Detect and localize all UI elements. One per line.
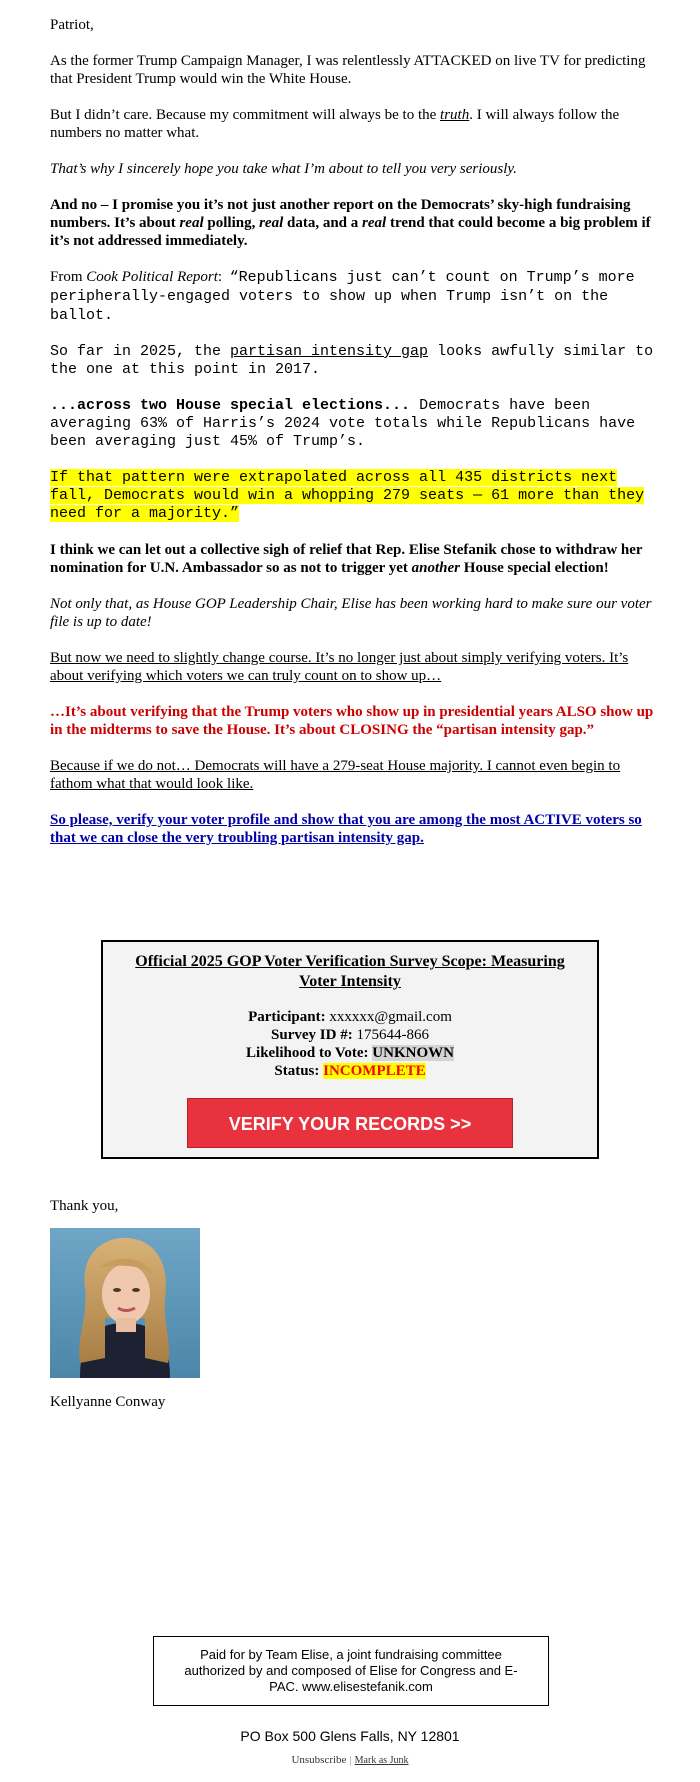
mark-as-junk-link[interactable]: Mark as Junk: [354, 1755, 409, 1766]
paragraph-5: [50, 268, 655, 325]
survey-id-row: [103, 1026, 597, 1044]
signer-name: Kellyanne Conway: [50, 1394, 166, 1410]
participant-value: xxxxxx@gmail.com: [329, 1009, 452, 1025]
footer-links: [0, 1754, 700, 1766]
footer-separator: |: [349, 1754, 352, 1766]
thank-you-text: Thank you,: [50, 1198, 119, 1214]
unsubscribe-link[interactable]: Unsubscribe: [291, 1754, 347, 1766]
partisan-intensity-gap-link[interactable]: partisan intensity gap: [230, 343, 429, 360]
paragraph-4: [50, 196, 655, 250]
source-name: Cook Political Report: [86, 269, 218, 285]
paragraph-2-text-a: But I didn’t care. Because my commitment will always be to the: [50, 107, 441, 123]
paragraph-13: Because if we do not… Democrats will have a 279-seat House majority. I cannot even begin to fathom what that would look like.: [50, 758, 621, 792]
portrait-photo-icon: [50, 1228, 200, 1378]
paragraph-10: Not only that, as House GOP Leadership Chair, Elise has been working hard to make sure our voter file is up to date!: [50, 596, 652, 630]
p4-real-1: real: [179, 215, 204, 231]
paragraph-1: As the former Trump Campaign Manager, I was relentlessly ATTACKED on live TV for predicting that President Trump would win the White House.: [50, 53, 646, 87]
p4-b: polling,: [203, 215, 260, 231]
greeting: Patriot,: [50, 17, 94, 33]
status-label: Status:: [274, 1063, 320, 1079]
paragraph-2: [50, 106, 655, 142]
p5-from: From: [50, 269, 87, 285]
letter-body: [50, 16, 655, 865]
paragraph-3: That’s why I sincerely hope you take what I’m about to tell you very seriously.: [50, 161, 517, 177]
survey-box: [101, 940, 599, 1159]
survey-details: [103, 1008, 597, 1080]
highlighted-quote: If that pattern were extrapolated across all 435 districts next fall, Democrats would win a whopping 279 seats — 61 more than they need for a majority.”: [50, 469, 645, 522]
p5-colon: :: [217, 269, 230, 285]
paragraph-6: [50, 343, 655, 379]
paragraph-8: [50, 469, 655, 523]
mailing-address: PO Box 500 Glens Falls, NY 12801: [240, 1728, 460, 1744]
p6-b: looks awfully similar to the one at this point in 2017.: [50, 343, 654, 378]
p4-c: data, and a: [283, 215, 363, 231]
p9-a: I think we can let out a collective sigh of relief that Rep. Elise Stefanik chose to withdraw her nomination for U.N. Ambassador so as not to trigger yet: [50, 542, 643, 576]
verify-records-button[interactable]: VERIFY YOUR RECORDS >>: [187, 1098, 513, 1148]
p4-a: And no – I promise you it’s not just another report on the Democrats’ sky-high fundraising numbers. It’s about: [50, 197, 631, 231]
paragraph-11: But now we need to slightly change course. It’s no longer just about simply verifying voters. It’s about verifying which voters we can truly count on to show up…: [50, 650, 629, 684]
truth-word: truth: [440, 107, 470, 123]
paragraph-2-text-b: . I will always follow the numbers no matter what.: [50, 107, 620, 141]
p6-a: So far in 2025, the: [50, 343, 231, 360]
quote-text: “Republicans just can’t count on Trump’s more peripherally-engaged voters to show up when Trump isn’t on the ballot.: [50, 269, 635, 324]
p4-real-2: real: [259, 215, 284, 231]
p7-bold: ...across two House special elections...: [50, 397, 411, 414]
paid-for-disclaimer: Paid for by Team Elise, a joint fundraising committee authorized by and composed of Elise for Congress and E-PAC. www.elisestefanik.com: [153, 1636, 549, 1706]
likelihood-row: [103, 1044, 597, 1062]
p9-another: another: [411, 560, 461, 576]
verify-profile-link[interactable]: So please, verify your voter profile and show that you are among the most ACTIVE voters so that we can close the very troubling partisan intensity gap.: [50, 812, 642, 846]
p4-real-3: real: [362, 215, 387, 231]
status-badge: INCOMPLETE: [323, 1063, 426, 1079]
likelihood-value: UNKNOWN: [372, 1045, 454, 1061]
p9-b: House special election!: [460, 560, 609, 576]
participant-label: Participant:: [248, 1009, 326, 1025]
p7-rest: Democrats have been averaging 63% of Harris’s 2024 vote totals while Republicans have been averaging just 45% of Trump’s.: [50, 397, 636, 450]
paragraph-14: [50, 811, 655, 847]
status-row: [103, 1062, 597, 1080]
survey-id-value: 175644-866: [356, 1027, 429, 1043]
likelihood-label: Likelihood to Vote:: [246, 1045, 369, 1061]
survey-title: Official 2025 GOP Voter Verification Survey Scope: Measuring Voter Intensity: [135, 953, 565, 990]
survey-id-label: Survey ID #:: [271, 1027, 353, 1043]
p4-d: trend that could become a big problem if it’s not addressed immediately.: [50, 215, 651, 249]
paragraph-9: [50, 541, 655, 577]
participant-row: [103, 1008, 597, 1026]
paragraph-12: …It’s about verifying that the Trump voters who show up in presidential years ALSO show up in the midterms to save the House. It’s about CLOSING the “partisan intensity gap.”: [50, 704, 654, 738]
paragraph-7: [50, 397, 655, 451]
